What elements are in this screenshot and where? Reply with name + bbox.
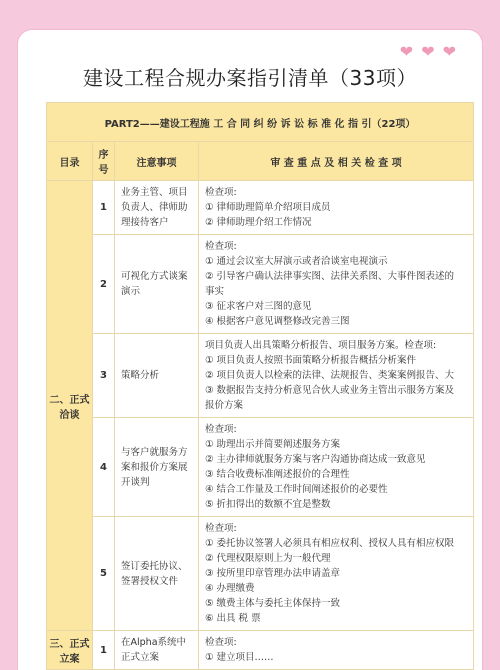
row-index: 1 xyxy=(93,631,115,670)
heart-icon: ❤ xyxy=(399,42,414,61)
column-header-review: 审 查 重 点 及 相 关 检 查 项 xyxy=(199,142,474,181)
guideline-table xyxy=(46,102,474,670)
row-detail xyxy=(199,334,474,418)
detail-line: 检查项: xyxy=(205,523,237,534)
detail-line: ④ 结合工作量及工作时间阐述报价的必要性 xyxy=(205,484,388,495)
row-index: 5 xyxy=(93,517,115,631)
detail-line: ③ 数据报告支持分析意见合伙人或业务主管出示服务方案及 xyxy=(205,385,455,396)
detail-line: ① 助理出示并简要阐述服务方案 xyxy=(205,439,341,450)
table-row xyxy=(47,418,474,517)
row-detail xyxy=(199,517,474,631)
detail-line: ② 项目负责人以检索的法律、法规报告、类案案例报告、大 xyxy=(205,370,455,381)
detail-line: 报价方案 xyxy=(205,400,244,411)
table-row xyxy=(47,181,474,235)
row-note: 与客户就服务方案和报价方案展开谈判 xyxy=(115,418,199,517)
heart-icon: ❤ xyxy=(421,42,435,61)
detail-line: ③ 结合收费标准阐述报价的合理性 xyxy=(205,469,350,480)
detail-line: ② 代理权限原则上为一般代理 xyxy=(205,553,331,564)
heart-icon: ❤ xyxy=(442,42,456,61)
row-note: 策略分析 xyxy=(115,334,199,418)
part-header-row xyxy=(47,103,474,142)
detail-line: ① 项目负责人按照书面策略分析报告概括分析案件 xyxy=(205,355,417,366)
detail-line: 项目负责人出具策略分析报告、项目服务方案。检查项: xyxy=(205,340,437,351)
detail-line: 检查项: xyxy=(205,241,237,252)
row-index: 3 xyxy=(93,334,115,418)
detail-line: 检查项: xyxy=(205,637,237,648)
column-header-note: 注意事项 xyxy=(115,142,199,181)
row-note: 业务主管、项目负责人、律师助理接待客户 xyxy=(115,181,199,235)
detail-line: ① 委托协议签署人必须具有相应权利、授权人具有相应权限 xyxy=(205,538,455,549)
row-note: 签订委托协议、签署授权文件 xyxy=(115,517,199,631)
detail-line: ① 通过会议室大屏演示或者洽谈室电视演示 xyxy=(205,256,388,267)
row-index: 4 xyxy=(93,418,115,517)
detail-line: 检查项: xyxy=(205,424,237,435)
column-header-row xyxy=(47,142,474,181)
detail-line: ④ 办理缴费 xyxy=(205,583,255,594)
detail-line: ③ 征求客户对三图的意见 xyxy=(205,301,312,312)
column-header-category: 目录 xyxy=(47,142,93,181)
row-detail xyxy=(199,181,474,235)
detail-line: ② 主办律师就服务方案与客户沟通协商达成一致意见 xyxy=(205,454,426,465)
detail-line: ① 律师助理简单介绍项目成员 xyxy=(205,202,331,213)
detail-line: ⑤ 缴费主体与委托主体保持一致 xyxy=(205,598,341,609)
row-note: 在Alpha系统中正式立案 xyxy=(115,631,199,670)
detail-line: ① 建立项目…… xyxy=(205,652,274,663)
detail-line: ⑥ 出具 税 票 xyxy=(205,613,261,624)
row-index: 2 xyxy=(93,235,115,334)
table-row xyxy=(47,235,474,334)
row-detail xyxy=(199,418,474,517)
part-title: PART2——建设工程施 工 合 同 纠 纷 诉 讼 标 准 化 指 引（22项） xyxy=(47,103,474,142)
table-row xyxy=(47,631,474,670)
row-detail xyxy=(199,631,474,670)
table-row xyxy=(47,517,474,631)
detail-line: 检查项: xyxy=(205,187,237,198)
page-title: 建设工程合规办案指引清单（33项） xyxy=(83,66,417,90)
detail-line: ④ 根据客户意见调整修改完善三图 xyxy=(205,316,350,327)
detail-line: ② 律师助理介绍工作情况 xyxy=(205,217,312,228)
category-cell: 二、正式洽谈 xyxy=(47,181,93,631)
column-header-index: 序号 xyxy=(93,142,115,181)
row-note: 可视化方式谈案演示 xyxy=(115,235,199,334)
row-index: 1 xyxy=(93,181,115,235)
detail-line: 事实 xyxy=(205,286,225,297)
table-row xyxy=(47,334,474,418)
row-detail xyxy=(199,235,474,334)
category-cell: 三、正式立案 xyxy=(47,631,93,670)
detail-line: ⑤ 折扣得出的数额不宜是整数 xyxy=(205,499,331,510)
detail-line: ② 引导客户确认法律事实图、法律关系图、大事件图表述的 xyxy=(205,271,455,282)
document-card xyxy=(18,30,482,670)
decorative-hearts xyxy=(400,44,456,60)
detail-line: ③ 按所里印章管理办法申请盖章 xyxy=(205,568,341,579)
